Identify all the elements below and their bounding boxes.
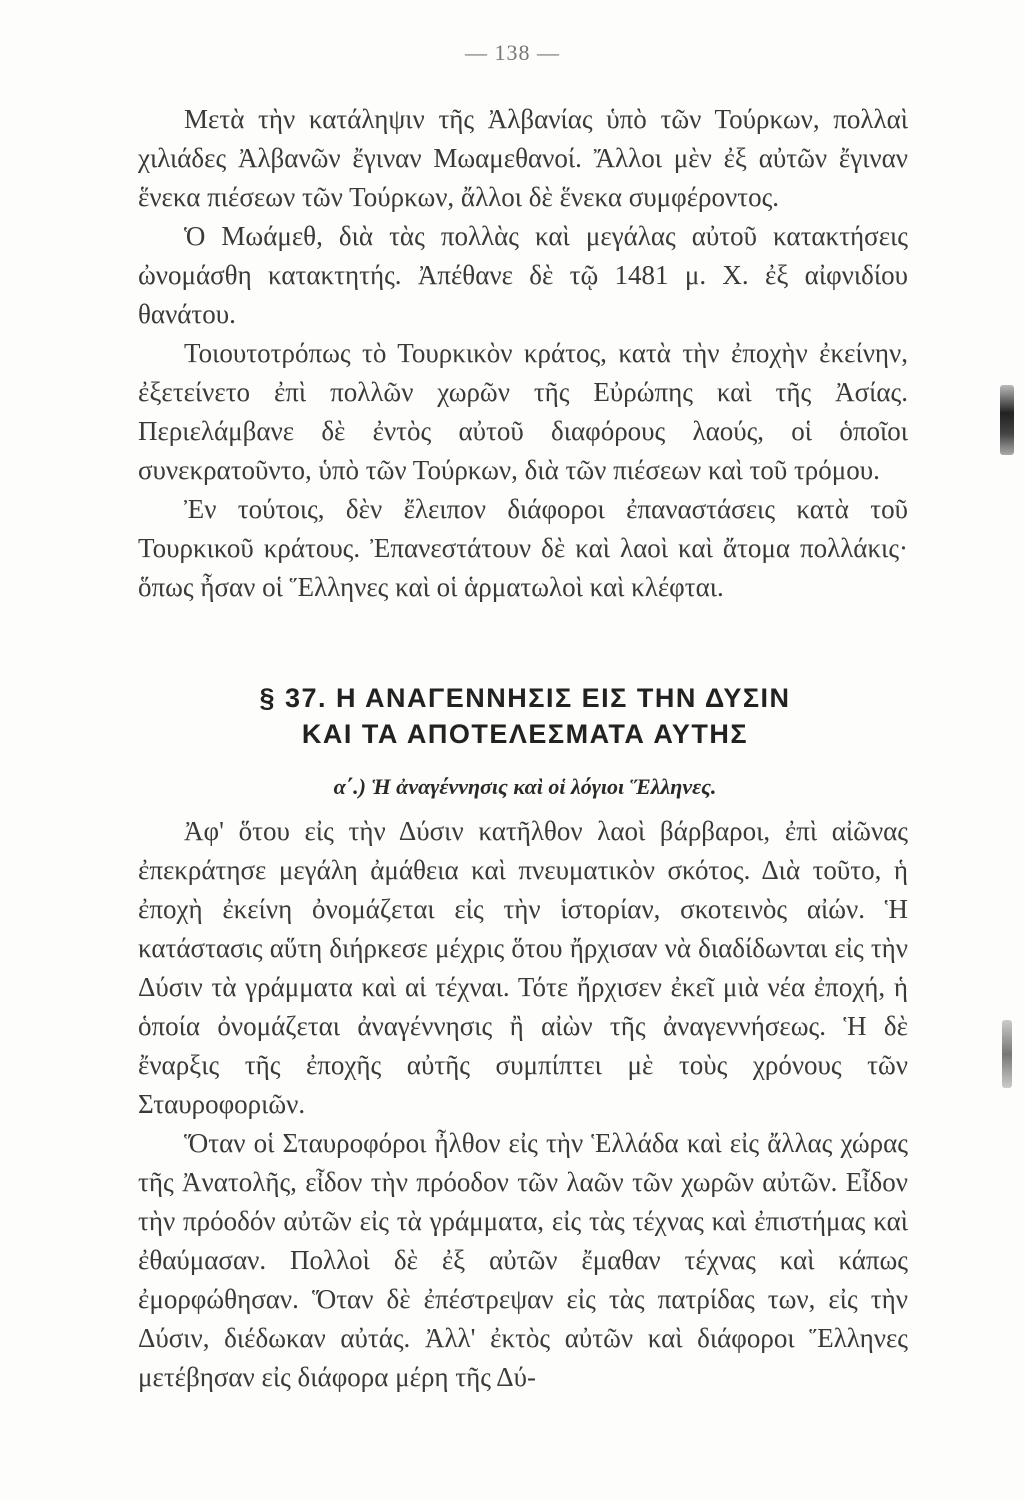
text-block-bottom (138, 812, 908, 1397)
section-heading-line-2: ΚΑΙ ΤΑ ΑΠΟΤΕΛΕΣΜΑΤΑ ΑΥΤΗΣ (301, 719, 749, 749)
section-heading (140, 680, 910, 752)
section-heading-line-1: § 37. Η ΑΝΑΓΕΝΝΗΣΙΣ ΕΙΣ ΤΗΝ ΔΥΣΙΝ (259, 683, 791, 713)
paragraph: Ἐν τούτοις, δὲν ἔλειπον διάφοροι ἐπαναστάσεις κατὰ τοῦ Τουρκικοῦ κράτους. Ἐπανεστάτουν δὲ καὶ λαοὶ καὶ ἄτομα πολλάκις· ὅπως ἦσαν οἱ Ἕλληνες καὶ οἱ ἁρματωλοὶ καὶ κλέφται. (138, 494, 908, 602)
scan-artifact (1000, 385, 1014, 455)
page-number: — 138 — (465, 40, 560, 65)
paragraph: Μετὰ τὴν κατάληψιν τῆς Ἀλβανίας ὑπὸ τῶν Τούρκων, πολλαὶ χιλιάδες Ἀλβανῶν ἔγιναν Μωαμεθανοί. Ἄλλοι μὲν ἐξ αὐτῶν ἔγιναν ἕνεκα πιέσεων τῶν Τούρκων, ἄλλοι δὲ ἕνεκα συμφέροντος. (138, 104, 908, 212)
paragraph: Τοιουτοτρόπως τὸ Τουρκικὸν κράτος, κατὰ τὴν ἐποχὴν ἐκείνην, ἐξετείνετο ἐπὶ πολλῶν χωρῶν τῆς Εὐρώπης καὶ τῆς Ἀσίας. Περιελάμβανε δὲ ἐντὸς αὐτοῦ διαφόρους λαούς, οἱ ὁποῖοι συνεκρατοῦντο, ὑπὸ τῶν Τούρκων, διὰ τῶν πιέσεων καὶ τοῦ τρόμου. (138, 338, 908, 485)
text-block-top (138, 100, 908, 607)
section-subheading: α΄.) Ἡ ἀναγέννησις καὶ οἱ λόγιοι Ἕλληνες. (333, 774, 717, 799)
scan-artifact (1002, 1020, 1012, 1088)
paragraph: Ὅταν οἱ Σταυροφόροι ἦλθον εἰς τὴν Ἑλλάδα καὶ εἰς ἄλλας χώρας τῆς Ἀνατολῆς, εἶδον τὴν πρόοδον τῶν λαῶν τῶν χωρῶν αὐτῶν. Εἶδον τὴν πρόοδόν αὐτῶν εἰς τὰ γράμματα, εἰς τὰς τέχνας καὶ ἐπιστήμας καὶ ἐθαύμασαν. Πολλοὶ δὲ ἐξ αὐτῶν ἔμαθαν τέχνας καὶ κάπως ἐμορφώθησαν. Ὅταν δὲ ἐπέστρεψαν εἰς τὰς πατρίδας των, εἰς τὴν Δύσιν, διέδωκαν αὐτάς. Ἀλλ' ἐκτὸς αὐτῶν καὶ διάφοροι Ἕλληνες μετέβησαν εἰς διάφορα μέρη τῆς Δύ- (138, 1128, 908, 1392)
paragraph: Ὁ Μωάμεθ, διὰ τὰς πολλὰς καὶ μεγάλας αὐτοῦ κατακτήσεις ὠνομάσθη κατακτητής. Ἀπέθανε δὲ τῷ 1481 μ. Χ. ἐξ αἰφνιδίου θανάτου. (138, 221, 908, 329)
paragraph: Ἀφ' ὅτου εἰς τὴν Δύσιν κατῆλθον λαοὶ βάρβαροι, ἐπὶ αἰῶνας ἐπεκράτησε μεγάλη ἀμάθεια καὶ πνευματικὸν σκότος. Διὰ τοῦτο, ἡ ἐποχὴ ἐκείνη ὀνομάζεται εἰς τὴν ἱστορίαν, σκοτεινὸς αἰών. Ἡ κατάστασις αὕτη διήρκεσε μέχρις ὅτου ἤρχισαν νὰ διαδίδωνται εἰς τὴν Δύσιν τὰ γράμματα καὶ αἱ τέχναι. Τότε ἤρχισεν ἐκεῖ μιὰ νέα ἐποχή, ἡ ὁποία ὀνομάζεται ἀναγέννησις ἢ αἰὼν τῆς ἀναγεννήσεως. Ἡ δὲ ἔναρξις τῆς ἐποχῆς αὐτῆς συμπίπτει μὲ τοὺς χρόνους τῶν Σταυροφοριῶν. (138, 816, 908, 1119)
